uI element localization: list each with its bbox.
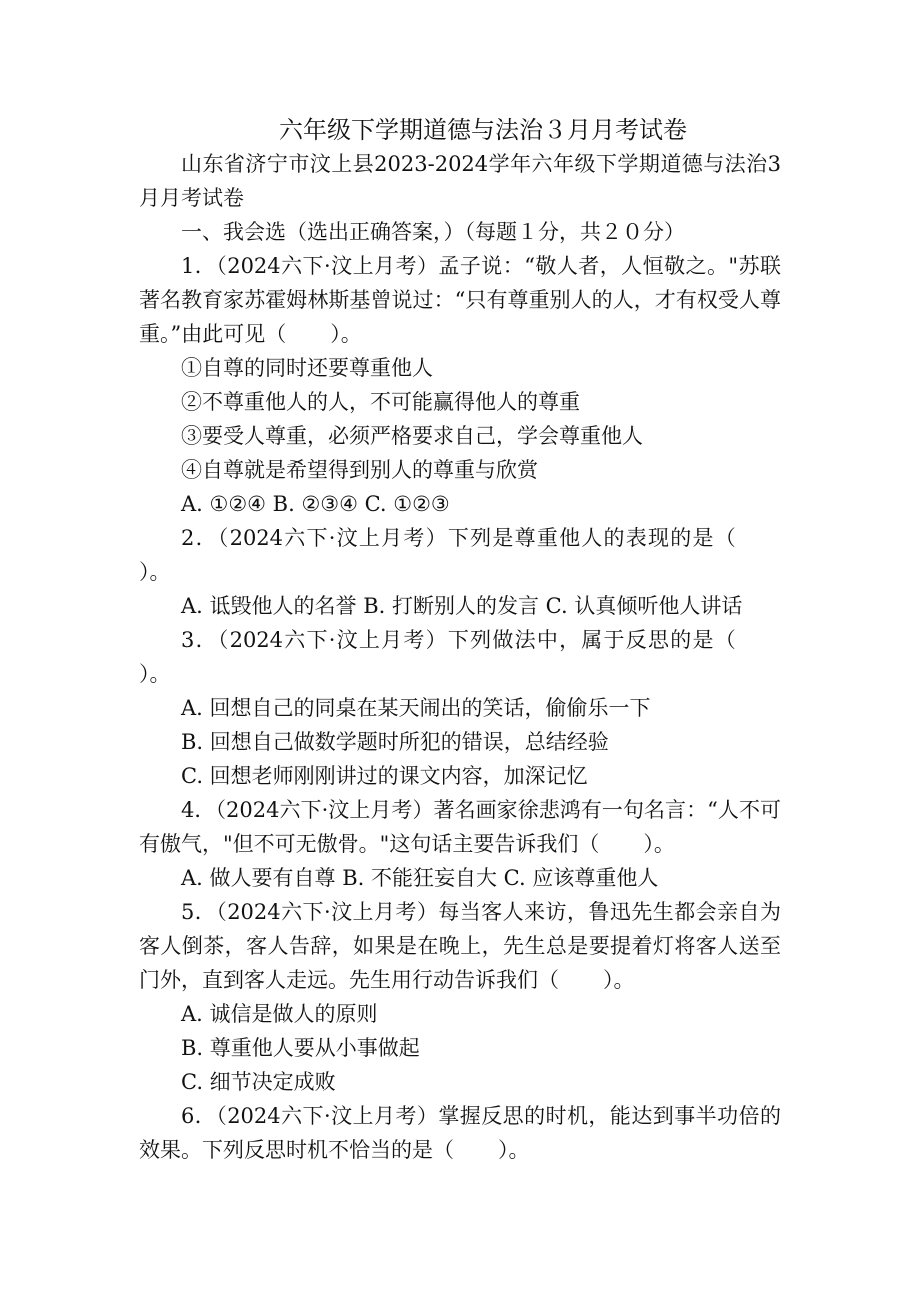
question-4-stem (139, 793, 781, 861)
question-stem-end: ）。 (643, 832, 675, 856)
question-stem-end: ）。 (498, 1138, 530, 1162)
question-2-options: A. 诋毁他人的名誉 B. 打断别人的发言 C. 认真倾听他人讲话 (181, 594, 743, 618)
document-body (139, 147, 781, 1167)
question-1-statement-4: ④自尊就是希望得到别人的尊重与欣赏 (181, 458, 538, 482)
question-5-option-c: C. 细节决定成败 (181, 1070, 336, 1094)
question-1-statement-2: ②不尊重他人的人，不可能赢得他人的尊重 (181, 390, 580, 414)
question-1-stem (139, 249, 781, 351)
document-intro: 山东省济宁市汶上县2023-2024学年六年级下学期道德与法治3月月考试卷 (139, 152, 781, 210)
question-2-stem (139, 521, 781, 589)
question-5-option-b: B. 尊重他人要从小事做起 (181, 1036, 420, 1060)
question-1-options: A. ①②④ B. ②③④ C. ①②③ (181, 492, 450, 516)
question-stem-text: 4．（2024六下·汶上月考）著名画家徐悲鸿有一句名言：“人不可有傲气，"但不可无傲骨。"这句话主要告诉我们（ (139, 798, 781, 856)
question-1-statement-1: ①自尊的同时还要尊重他人 (181, 356, 433, 380)
question-stem-end: ）。 (139, 662, 171, 686)
document-title: 六年级下学期道德与法治３月月考试卷 (279, 116, 687, 144)
question-1-statement-3: ③要受人尊重，必须严格要求自己，学会尊重他人 (181, 424, 643, 448)
question-stem-text: 5．（2024六下·汶上月考）每当客人来访，鲁迅先生都会亲自为客人倒茶，客人告辞，如果是在晚上，先生总是要提着灯将客人送至门外，直到客人走远。先生用行动告诉我们（ (139, 900, 781, 992)
question-stem-text: 1．（2024六下·汶上月考）孟子说：“敬人者，人恒敬之。"苏联著名教育家苏霍姆林斯基曾说过：“只有尊重别人的人，才有权受人尊重。”由此可见（ (139, 254, 781, 346)
question-3-option-b: B. 回想自己做数学题时所犯的错误，总结经验 (181, 730, 609, 754)
question-stem-end: ）。 (139, 560, 171, 584)
question-3-option-c: C. 回想老师刚刚讲过的课文内容，加深记忆 (181, 764, 588, 788)
question-3-stem (139, 623, 781, 691)
question-stem-text: 6．（2024六下·汶上月考）掌握反思的时机，能达到事半功倍的效果。下列反思时机不恰当的是（ (139, 1104, 781, 1162)
question-stem-end: ）。 (603, 968, 635, 992)
question-4-options: A. 做人要有自尊 B. 不能狂妄自大 C. 应该尊重他人 (181, 866, 659, 890)
question-stem-end: ）。 (330, 322, 362, 346)
question-6-stem (139, 1099, 781, 1167)
question-3-option-a: A. 回想自己的同桌在某天闹出的笑话，偷偷乐一下 (181, 696, 651, 720)
section-heading: 一、我会选（选出正确答案，）（每题１分，共２０分） (181, 220, 685, 244)
question-5-stem (139, 895, 781, 997)
question-stem-text: 2．（2024六下·汶上月考）下列是尊重他人的表现的是（ (181, 526, 737, 550)
question-5-option-a: A. 诚信是做人的原则 (181, 1002, 378, 1026)
question-stem-text: 3．（2024六下·汶上月考）下列做法中，属于反思的是（ (181, 628, 737, 652)
